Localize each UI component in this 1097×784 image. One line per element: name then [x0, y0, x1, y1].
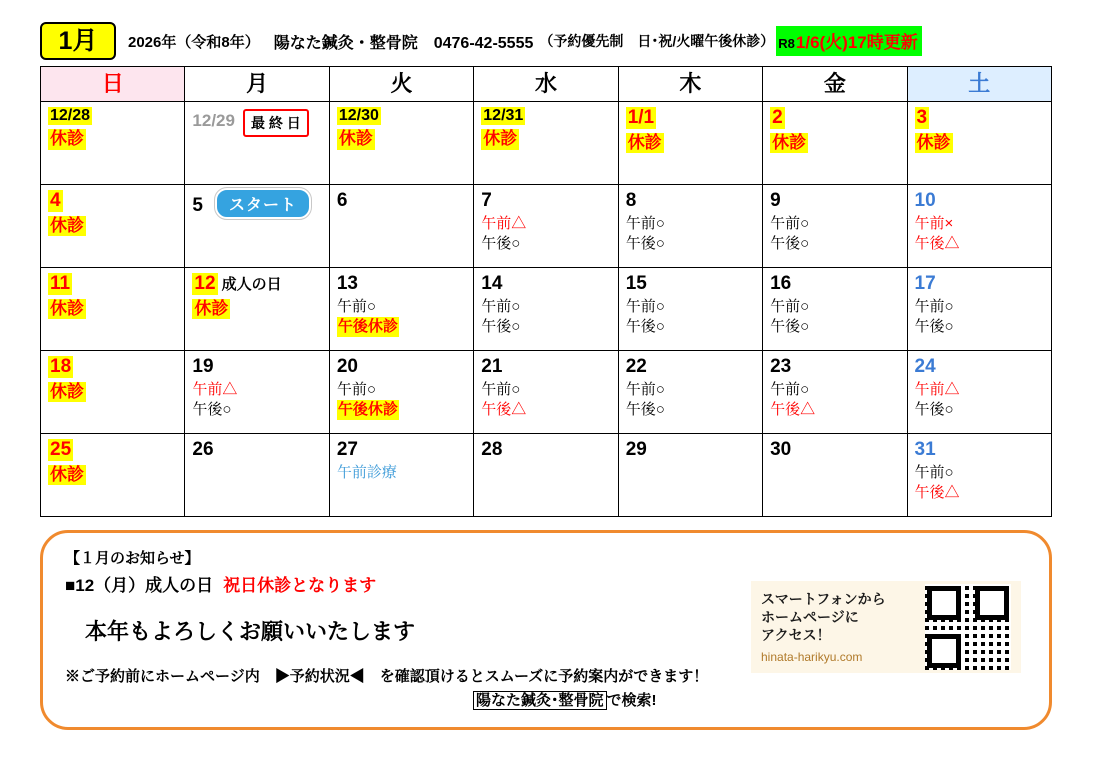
calendar-day-cell[interactable] [185, 102, 329, 185]
qr-text-block [751, 590, 921, 665]
day-cell-content [763, 185, 906, 267]
availability-slots [337, 380, 467, 421]
day-number: 24 [914, 356, 936, 377]
calendar-table [40, 66, 1052, 517]
page-header [40, 22, 1052, 60]
day-number: 26 [192, 439, 214, 460]
availability-slots [626, 214, 756, 255]
day-number: 17 [914, 273, 936, 294]
day-number: 29 [625, 439, 647, 460]
day-cell-content [619, 351, 762, 433]
day-number: 16 [770, 273, 792, 294]
afternoon-availability: 午後○ [481, 235, 521, 253]
day-cell-content [763, 102, 906, 184]
availability-slots [770, 214, 900, 255]
update-timestamp: 1/6(火)17時更新 [795, 33, 918, 52]
calendar-day-cell[interactable] [618, 351, 762, 434]
day-number-row [626, 107, 756, 129]
day-number: 6 [336, 190, 348, 211]
day-number-row [48, 356, 178, 378]
availability-slots [337, 463, 467, 483]
closed-status-label: 休診 [338, 129, 373, 149]
closed-status-label: 休診 [627, 132, 662, 152]
day-cell-content [474, 351, 617, 433]
day-number-row [626, 439, 756, 461]
morning-availability: 午前○ [625, 297, 665, 315]
day-number: 11 [50, 273, 71, 294]
day-number-row [192, 439, 322, 461]
notice-reservation-guide: ※ご予約前にホームページ内 ▶予約状況◀ を確認頂けるとスムーズに予約案内ができます！ [65, 668, 709, 685]
availability-slots [481, 214, 611, 255]
calendar-day-cell[interactable] [907, 102, 1051, 185]
weekday-header-sun: 日 [41, 67, 185, 102]
calendar-day-cell[interactable] [41, 434, 185, 517]
day-number: 12/31 [483, 107, 524, 124]
day-number: 4 [50, 190, 61, 211]
morning-availability: 午前△ [481, 214, 527, 232]
day-number: 12 [194, 273, 216, 294]
day-number: 12/28 [50, 107, 91, 124]
calendar-header-row [41, 67, 1052, 102]
day-cell-content [330, 102, 473, 184]
closed-status-label: 休診 [50, 298, 84, 318]
day-cell-content [474, 434, 617, 516]
weekday-header-tue: 火 [329, 67, 473, 102]
morning-availability: 午前○ [336, 297, 376, 315]
notice-box [40, 530, 1052, 730]
day-number-row [48, 273, 178, 295]
day-number-row [915, 273, 1045, 295]
availability-slots [337, 297, 467, 338]
calendar-day-cell[interactable] [907, 434, 1051, 517]
calendar-day-cell[interactable] [474, 268, 618, 351]
afternoon-availability: 午後○ [625, 235, 665, 253]
morning-availability: 午前○ [914, 463, 954, 481]
day-number-row [48, 190, 178, 212]
notice-search-line [473, 689, 657, 710]
day-number-row [626, 273, 756, 295]
calendar-week-row [41, 185, 1052, 268]
day-number: 13 [336, 273, 358, 294]
morning-availability: 午前○ [481, 380, 521, 398]
calendar-body [41, 102, 1052, 517]
qr-website-url: hinata-harikyu.com [761, 650, 863, 665]
day-number-row [481, 356, 611, 378]
closed-status-label: 休診 [50, 215, 84, 235]
calendar-day-cell[interactable] [474, 185, 618, 268]
day-number: 12/29 [192, 111, 235, 131]
day-number-row [481, 107, 611, 125]
last-day-stamp: 最 終 日 [243, 109, 309, 137]
calendar-day-cell[interactable] [185, 434, 329, 517]
day-number: 8 [625, 190, 637, 211]
closed-status-label: 休診 [194, 298, 229, 318]
calendar-day-cell[interactable] [763, 102, 907, 185]
availability-slots [770, 380, 900, 421]
afternoon-availability: 午後○ [770, 318, 810, 336]
calendar-day-cell[interactable] [907, 185, 1051, 268]
day-number: 10 [914, 190, 936, 211]
day-number: 27 [336, 439, 358, 460]
afternoon-availability: 午後△ [481, 401, 527, 419]
closed-status-label: 休診 [50, 129, 84, 149]
morning-availability: 午前○ [481, 297, 521, 315]
day-cell-content [41, 434, 184, 516]
calendar-day-cell[interactable] [41, 268, 185, 351]
weekday-header-thu: 木 [618, 67, 762, 102]
notice-greeting: 本年もよろしくお願いいたします [85, 619, 416, 644]
availability-slots [192, 380, 322, 421]
weekday-header-wed: 水 [474, 67, 618, 102]
day-number-row [915, 107, 1045, 129]
calendar-day-cell[interactable] [41, 102, 185, 185]
start-day-stamp: スタート [215, 188, 311, 219]
day-number-row [770, 190, 900, 212]
day-cell-content [908, 185, 1051, 267]
day-number-row [337, 439, 467, 461]
calendar-day-cell[interactable] [474, 434, 618, 517]
day-number: 15 [625, 273, 647, 294]
day-number-row [770, 356, 900, 378]
day-number-row [337, 190, 467, 212]
morning-availability: 午前○ [770, 297, 810, 315]
day-number-row [770, 107, 900, 129]
calendar-week-row [41, 268, 1052, 351]
day-cell-content [619, 434, 762, 516]
day-cell-content [474, 268, 617, 350]
day-number: 30 [770, 439, 792, 460]
calendar-day-cell[interactable] [907, 268, 1051, 351]
day-cell-content [763, 268, 906, 350]
calendar-week-row [41, 351, 1052, 434]
notice-search-tail: で検索! [606, 692, 657, 709]
closed-status-label: 休診 [50, 381, 84, 401]
day-cell-content [619, 102, 762, 184]
day-cell-content [763, 434, 906, 516]
afternoon-availability: 午後○ [625, 318, 665, 336]
calendar-day-cell[interactable] [907, 351, 1051, 434]
day-number-row [626, 356, 756, 378]
calendar-week-row [41, 102, 1052, 185]
day-number: 9 [770, 190, 781, 211]
morning-availability: 午前△ [914, 380, 960, 398]
morning-availability: 午前○ [770, 380, 810, 398]
day-number: 3 [916, 107, 928, 128]
day-number: 28 [481, 439, 503, 460]
calendar-day-cell[interactable] [185, 351, 329, 434]
day-number-row [481, 439, 611, 461]
day-number: 31 [914, 439, 936, 460]
morning-availability: 午前○ [914, 297, 954, 315]
calendar-day-cell[interactable] [763, 434, 907, 517]
calendar-day-cell[interactable] [185, 185, 329, 268]
day-number: 2 [772, 107, 783, 128]
availability-slots [915, 463, 1045, 504]
availability-slots [626, 297, 756, 338]
afternoon-availability: 午後○ [481, 318, 521, 336]
day-cell-content [41, 102, 184, 184]
day-cell-content [41, 351, 184, 433]
morning-availability: 午前△ [192, 380, 238, 398]
day-cell-content [185, 434, 328, 516]
day-cell-content [908, 434, 1051, 516]
holiday-name-label: 成人の日 [221, 276, 282, 294]
calendar-day-cell[interactable] [474, 351, 618, 434]
qr-line-3: アクセス！ [761, 627, 831, 644]
afternoon-availability: 午後△ [914, 484, 960, 502]
afternoon-availability: 午後○ [625, 401, 665, 419]
day-number-row [770, 273, 900, 295]
day-cell-content [330, 351, 473, 433]
availability-slots [626, 380, 756, 421]
notice-holiday-closed: 祝日休診となります [223, 576, 377, 595]
day-cell-content [41, 268, 184, 350]
day-number-row [626, 190, 756, 212]
notice-holiday-line [65, 571, 376, 596]
afternoon-availability: 午後○ [914, 401, 954, 419]
day-number-row [481, 190, 611, 212]
day-number: 1/1 [627, 107, 655, 128]
closed-status-label: 休診 [916, 132, 951, 152]
header-update-badge [776, 26, 922, 56]
month-badge: 1月 [40, 22, 116, 60]
morning-availability: 午前○ [625, 380, 665, 398]
calendar-day-cell[interactable] [618, 268, 762, 351]
weekday-header-mon: 月 [185, 67, 329, 102]
calendar-day-cell[interactable] [474, 102, 618, 185]
day-number-row [337, 107, 467, 125]
morning-availability: 午前診療 [336, 463, 397, 481]
day-cell-content [330, 434, 473, 516]
calendar-day-cell[interactable] [329, 185, 473, 268]
header-year: 2026年（令和8年） [128, 33, 260, 51]
closed-status-label: 休診 [50, 464, 84, 484]
day-cell-content [763, 351, 906, 433]
day-cell-content [619, 185, 762, 267]
morning-availability: 午前○ [625, 214, 665, 232]
day-number: 19 [192, 356, 214, 377]
day-number: 14 [481, 273, 503, 294]
day-number-row [48, 107, 178, 125]
availability-slots [481, 297, 611, 338]
day-cell-content [908, 351, 1051, 433]
weekday-header-fri: 金 [763, 67, 907, 102]
morning-availability: 午前○ [770, 214, 810, 232]
day-number: 25 [50, 439, 72, 460]
day-cell-content [330, 185, 473, 267]
day-cell-content [185, 351, 328, 433]
afternoon-availability: 午後○ [770, 235, 810, 253]
day-number-row [337, 273, 467, 295]
calendar-day-cell[interactable] [329, 268, 473, 351]
calendar-day-cell[interactable] [618, 102, 762, 185]
qr-line-2: ホームページに [761, 608, 859, 625]
weekday-header-sat: 土 [907, 67, 1051, 102]
day-number-row [337, 356, 467, 378]
morning-availability: 午前○ [336, 380, 376, 398]
availability-slots [770, 297, 900, 338]
day-number: 7 [481, 190, 492, 211]
calendar-day-cell[interactable] [763, 351, 907, 434]
closed-status-label: 休診 [772, 132, 807, 152]
header-clinic-info: 陽なた鍼灸・整骨院 0476-42-5555 [273, 34, 534, 52]
day-number: 23 [770, 356, 792, 377]
calendar-week-row [41, 434, 1052, 517]
calendar-day-cell[interactable] [329, 102, 473, 185]
calendar-day-cell[interactable] [329, 351, 473, 434]
qr-code-icon[interactable] [925, 584, 1011, 670]
calendar-day-cell[interactable] [763, 185, 907, 268]
afternoon-availability: 午後△ [770, 401, 816, 419]
day-number: 18 [50, 356, 72, 377]
calendar-day-cell[interactable] [329, 434, 473, 517]
calendar-day-cell[interactable] [618, 185, 762, 268]
day-cell-content [908, 102, 1051, 184]
afternoon-availability: 午後○ [192, 401, 232, 419]
day-number: 21 [481, 356, 503, 377]
day-number-row [915, 356, 1045, 378]
day-number: 20 [336, 356, 358, 377]
header-reservation-note: （予約優先制 日･祝/火曜午後休診） [539, 33, 775, 49]
calendar-day-cell[interactable] [41, 351, 185, 434]
day-number-row [192, 190, 322, 221]
qr-line-1: スマートフォンから [761, 590, 886, 607]
day-number-row [915, 190, 1045, 212]
calendar-day-cell[interactable] [763, 268, 907, 351]
notice-holiday-date: ■12（月）成人の日 [65, 576, 214, 595]
day-cell-content [474, 102, 617, 184]
day-cell-content [619, 268, 762, 350]
day-number: 12/30 [338, 107, 379, 124]
day-cell-content [185, 185, 328, 267]
afternoon-availability: 午後○ [914, 318, 954, 336]
morning-availability: 午前× [914, 214, 954, 232]
availability-slots [481, 380, 611, 421]
day-number-row [192, 107, 322, 135]
closed-status-label: 休診 [483, 129, 518, 149]
day-number-row [192, 356, 322, 378]
qr-access-panel [751, 581, 1021, 673]
day-cell-content [908, 268, 1051, 350]
calendar-day-cell[interactable] [41, 185, 185, 268]
day-number-row [915, 439, 1045, 461]
day-cell-content [185, 102, 328, 184]
notice-search-keyword: 陽なた鍼灸･整骨院 [473, 691, 607, 710]
availability-slots [915, 214, 1045, 255]
day-number-row [481, 273, 611, 295]
day-cell-content [330, 268, 473, 350]
availability-slots [915, 297, 1045, 338]
day-number-row [770, 439, 900, 461]
calendar-day-cell[interactable] [185, 268, 329, 351]
day-number-row [48, 439, 178, 461]
day-number: 5 [192, 194, 203, 216]
afternoon-availability: 午後休診 [337, 317, 399, 337]
day-cell-content [41, 185, 184, 267]
day-number: 22 [625, 356, 647, 377]
update-era-prefix: R8 [778, 36, 795, 51]
day-number-row [192, 273, 322, 295]
availability-slots [915, 380, 1045, 421]
day-cell-content [474, 185, 617, 267]
calendar-day-cell[interactable] [618, 434, 762, 517]
day-cell-content [185, 268, 328, 350]
notice-title: 【１月のお知らせ】 [65, 550, 200, 567]
afternoon-availability: 午後休診 [337, 400, 399, 420]
afternoon-availability: 午後△ [914, 235, 960, 253]
